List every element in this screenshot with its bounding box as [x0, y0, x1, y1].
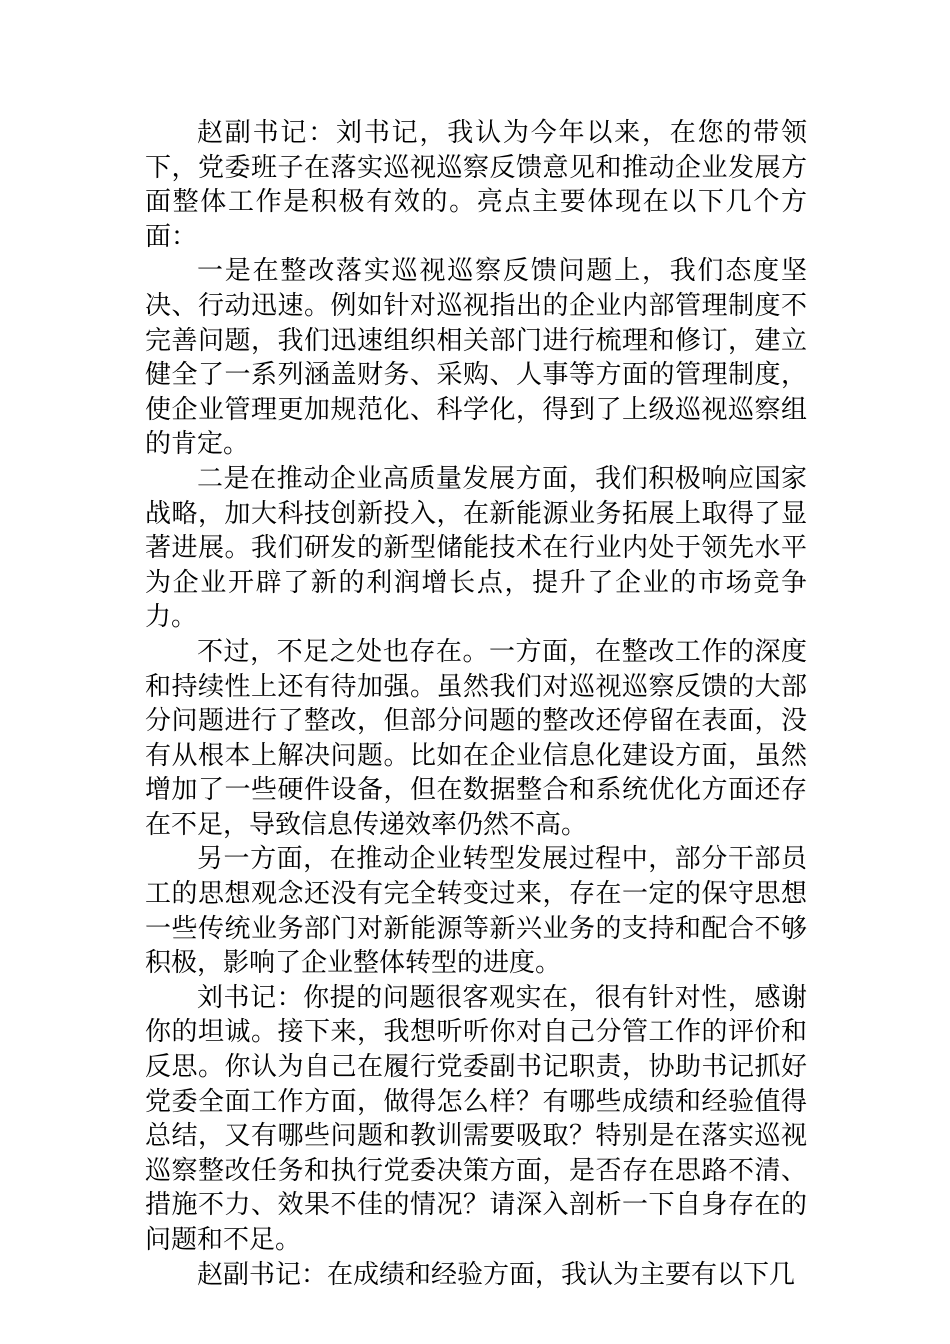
paragraph: 赵副书记：刘书记，我认为今年以来，在您的带领下，党委班子在落实巡视巡察反馈意见和推动企业发展方面整体工作是积极有效的。亮点主要体现在以下几个方面： [145, 118, 807, 252]
paragraph: 另一方面，在推动企业转型发展过程中，部分干部员工的思想观念还没有完全转变过来，存在一定的保守思想一些传统业务部门对新能源等新兴业务的支持和配合不够积极，影响了企业整体转型的进度。 [145, 844, 807, 979]
paragraph: 刘书记：你提的问题很客观实在，很有针对性，感谢你的坦诚。接下来，我想听听你对自己分管工作的评价和反思。你认为自己在履行党委副书记职责，协助书记抓好党委全面工作方面，做得怎么样？有哪些成绩和经验值得总结，又有哪些问题和教训需要吸取？特别是在落实巡视巡察整改任务和执行党委决策方面，是否存在思路不清、措施不力、效果不佳的情况？请深入剖析一下自身存在的问题和不足。 [145, 982, 807, 1255]
document-body [145, 116, 807, 1292]
paragraph: 一是在整改落实巡视巡察反馈问题上，我们态度坚决、行动迅速。例如针对巡视指出的企业内部管理制度不完善问题，我们迅速组织相关部门进行梳理和修订，建立健全了一系列涵盖财务、采购、人事等方面的管理制度，使企业管理更加规范化、科学化，得到了上级巡视巡察组的肯定。 [145, 256, 807, 460]
paragraph: 不过，不足之处也存在。一方面，在整改工作的深度和持续性上还有待加强。虽然我们对巡视巡察反馈的大部分问题进行了整改，但部分问题的整改还停留在表面，没有从根本上解决问题。比如在企业信息化建设方面，虽然增加了一些硬件设备，但在数据整合和系统优化方面还存在不足，导致信息传递效率仍然不高。 [145, 636, 807, 840]
paragraph: 二是在推动企业高质量发展方面，我们积极响应国家战略，加大科技创新投入，在新能源业务拓展上取得了显著进展。我们研发的新型储能技术在行业内处于领先水平为企业开辟了新的利润增长点，提升了企业的市场竞争力。 [145, 463, 807, 633]
paragraph: 赵副书记：在成绩和经验方面，我认为主要有以下几 [197, 1259, 796, 1290]
